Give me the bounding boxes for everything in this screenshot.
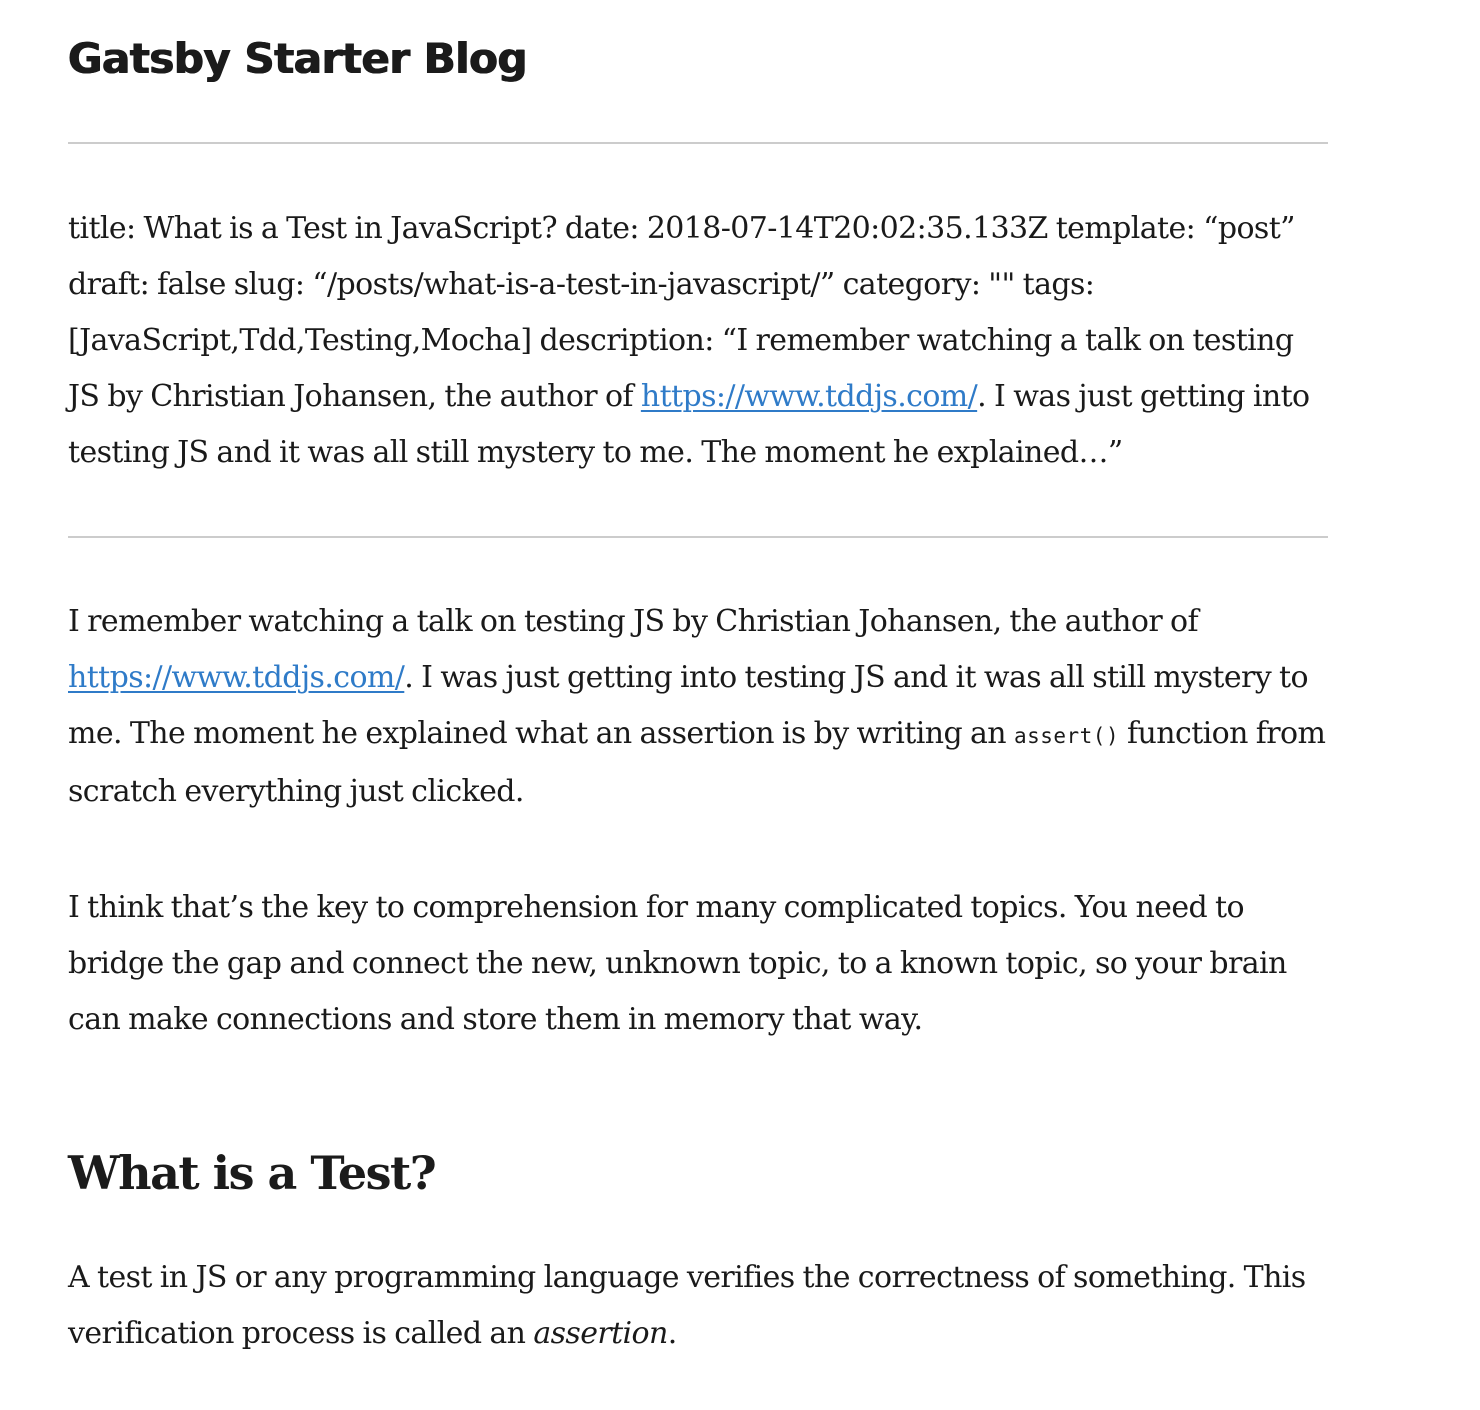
frontmatter-text — [68, 201, 1328, 481]
intro-text-after-code: function from scratch everything just clicked. — [68, 716, 1326, 809]
comprehension-paragraph: I think that’s the key to comprehension for many complicated topics. You need to bridge the gap and connect the new, unknown topic, to a known topic, so your brain can make connections and store them in memory that way. — [68, 890, 1287, 1037]
frontmatter-text-after-link: . I was just getting into testing JS and it was all still mystery to me. The moment he explained…” — [68, 379, 1310, 470]
assertion-emphasis: assertion — [533, 1316, 668, 1351]
definition-text: A test in JS or any programming language verifies the correctness of something. This verification process is called an — [68, 1260, 1306, 1351]
section-heading-what-is-a-test: What is a Test? — [68, 1146, 436, 1200]
assert-code: assert() — [1013, 724, 1120, 748]
intro-paragraph — [68, 594, 1328, 820]
intro-text-after-link: . I was just getting into testing JS and it was all still mystery to me. The moment he explained what an assertion is by writing an — [68, 660, 1308, 751]
frontmatter-text-before-link: title: What is a Test in JavaScript? date: 2018-07-14T20:02:35.133Z template: “post” draft: false slug: “/posts/what-is-a-test-in-javascript/” category: "" tags: [JavaScript,Tdd,Testing,Mocha] description: “I remember watching a talk on testing JS by Christian Johansen, the author of — [68, 211, 1295, 414]
tddjs-link[interactable]: https://www.tddjs.com/ — [640, 379, 978, 414]
frontmatter-divider — [68, 536, 1328, 538]
page — [68, 0, 1328, 1362]
test-definition-paragraph — [68, 1250, 1328, 1362]
header-divider — [68, 142, 1328, 144]
tddjs-link[interactable]: https://www.tddjs.com/ — [68, 660, 405, 695]
definition-text-end: . — [667, 1316, 677, 1351]
site-title[interactable]: Gatsby Starter Blog — [68, 34, 528, 83]
intro-text-before-link: I remember watching a talk on testing JS by Christian Johansen, the author of — [68, 604, 1198, 639]
